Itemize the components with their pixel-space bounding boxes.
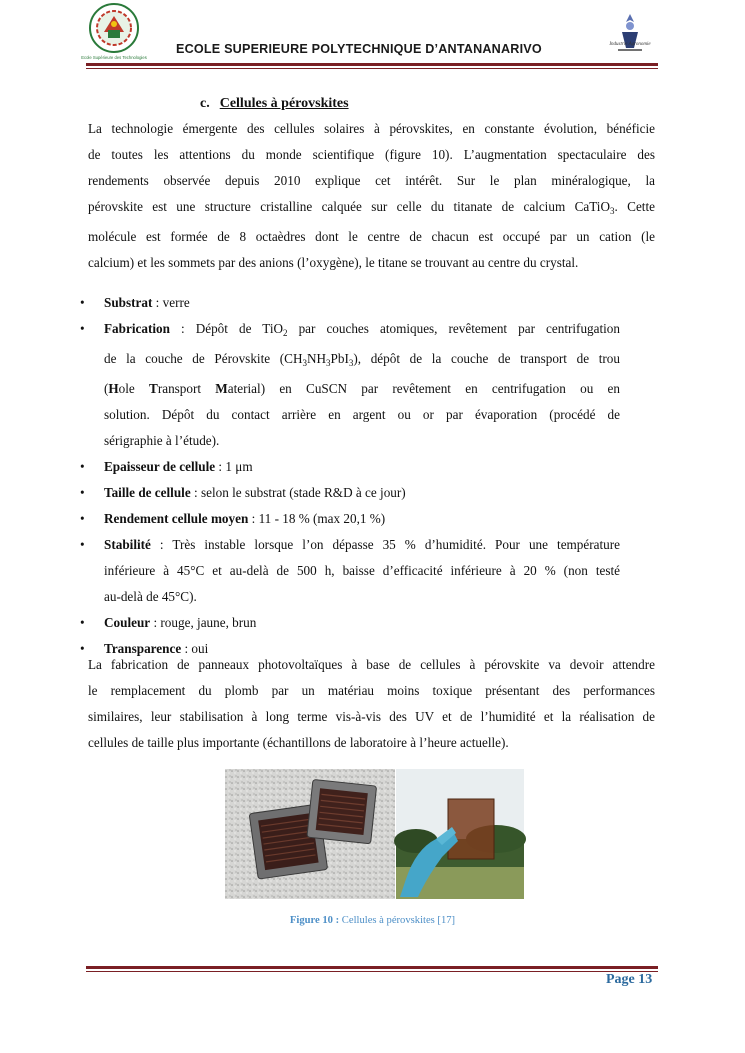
- closing-line: La fabrication de panneaux photovoltaïques à base de cellules à pérovskite va devoir attendre: [88, 657, 655, 672]
- intro-line-formula: pérovskite est une structure cristalline calquée sur celle du titanate de calcium CaTiO$_3$. Cette: [88, 199, 655, 216]
- intro-paragraph: [88, 116, 655, 276]
- school-name: ECOLE SUPERIEURE POLYTECHNIQUE D’ANTANANARIVO: [176, 42, 542, 56]
- figure-caption-text: Cellules à pérovskites [17]: [339, 915, 456, 926]
- school-logo-left: [81, 2, 147, 62]
- figure-caption: [0, 915, 745, 926]
- figure-photo-cells-on-granite: [225, 769, 395, 899]
- footer-rule-thick: [86, 966, 658, 969]
- intro-line: molécule est formée de 8 octaèdres dont le centre de chacun est occupé par un cation (le: [88, 229, 655, 244]
- section-heading: [200, 96, 349, 112]
- closing-paragraph: [88, 652, 655, 756]
- list-item-taille: • Taille de cellule : selon le substrat (stade R&D à ce jour): [80, 485, 406, 500]
- closing-line: le remplacement du plomb par un matériau moins toxique présentant des performances: [88, 683, 655, 698]
- page-number: Page 13: [606, 972, 653, 987]
- list-item-stabilite: • Stabilité : Très instable lorsque l’on dépasse 35 % d’humidité. Pour une température inférieure à 45°C et au-delà de 500 h, baisse d’efficacité inférieure à 20 % (non testé au-delà de 45°C).: [80, 537, 620, 604]
- list-item-fabrication: • Fabrication : Dépôt de TiO$_2$ par couches atomiques, revêtement par centrifugation de la couche de Pérovskite $(CH_3NH_3PbI_3)$, dépôt de la couche de transport de trou (Hole Transport Material) en CuSCN par revêtement en centrifugation ou en solution. Dépôt du contact arrière en argent ou or par évaporation (procédé de sérigraphie à l’étude).: [80, 321, 620, 448]
- section-number: c.: [200, 96, 210, 111]
- figure-label: Figure 10 :: [289, 915, 340, 926]
- section-title: Cellules à pérovskites: [219, 96, 349, 111]
- list-item-epaisseur: • Epaisseur de cellule : 1 μm: [80, 459, 253, 474]
- intro-line: de toutes les attentions du monde scientifique (figure 10). L’augmentation spectaculaire des: [88, 147, 655, 162]
- list-item-couleur: • Couleur : rouge, jaune, brun: [80, 615, 257, 630]
- list-item-substrat: • Substrat : verre: [80, 295, 190, 310]
- intro-line: La technologie émergente des cellules solaires à pérovskites, en constante évolution, bénéficie: [88, 121, 655, 136]
- header-rule-thin: [86, 68, 658, 69]
- right-logo-caption: Industrie Agronomie: [609, 42, 651, 47]
- left-logo-caption: Ecole Supérieure des Technologies: [81, 55, 147, 60]
- list-item-rendement: • Rendement cellule moyen : 11 - 18 % (max 20,1 %): [80, 511, 386, 526]
- footer-rule-thin: [86, 971, 658, 972]
- subscript: 3: [610, 206, 615, 216]
- school-logo-right: [604, 12, 656, 62]
- intro-line: rendements observée depuis 2010 explique cet intérêt. Sur le plan minéralogique, la: [88, 173, 655, 188]
- header-rule-thick: [86, 63, 658, 66]
- intro-line: calcium) et les sommets par des anions (l’oxygène), le titane se trouvant au centre du crystal.: [88, 255, 579, 270]
- closing-line: similaires, leur stabilisation à long terme vis-à-vis des UV et de l’humidité et la réalisation de: [88, 709, 655, 724]
- closing-line: cellules de taille plus importante (échantillons de laboratoire à l’heure actuelle).: [88, 735, 509, 750]
- properties-list: [80, 290, 620, 662]
- figure-photo-hand-holding-cell: [396, 769, 524, 899]
- list-item-transparence: • Transparence : oui: [80, 641, 209, 656]
